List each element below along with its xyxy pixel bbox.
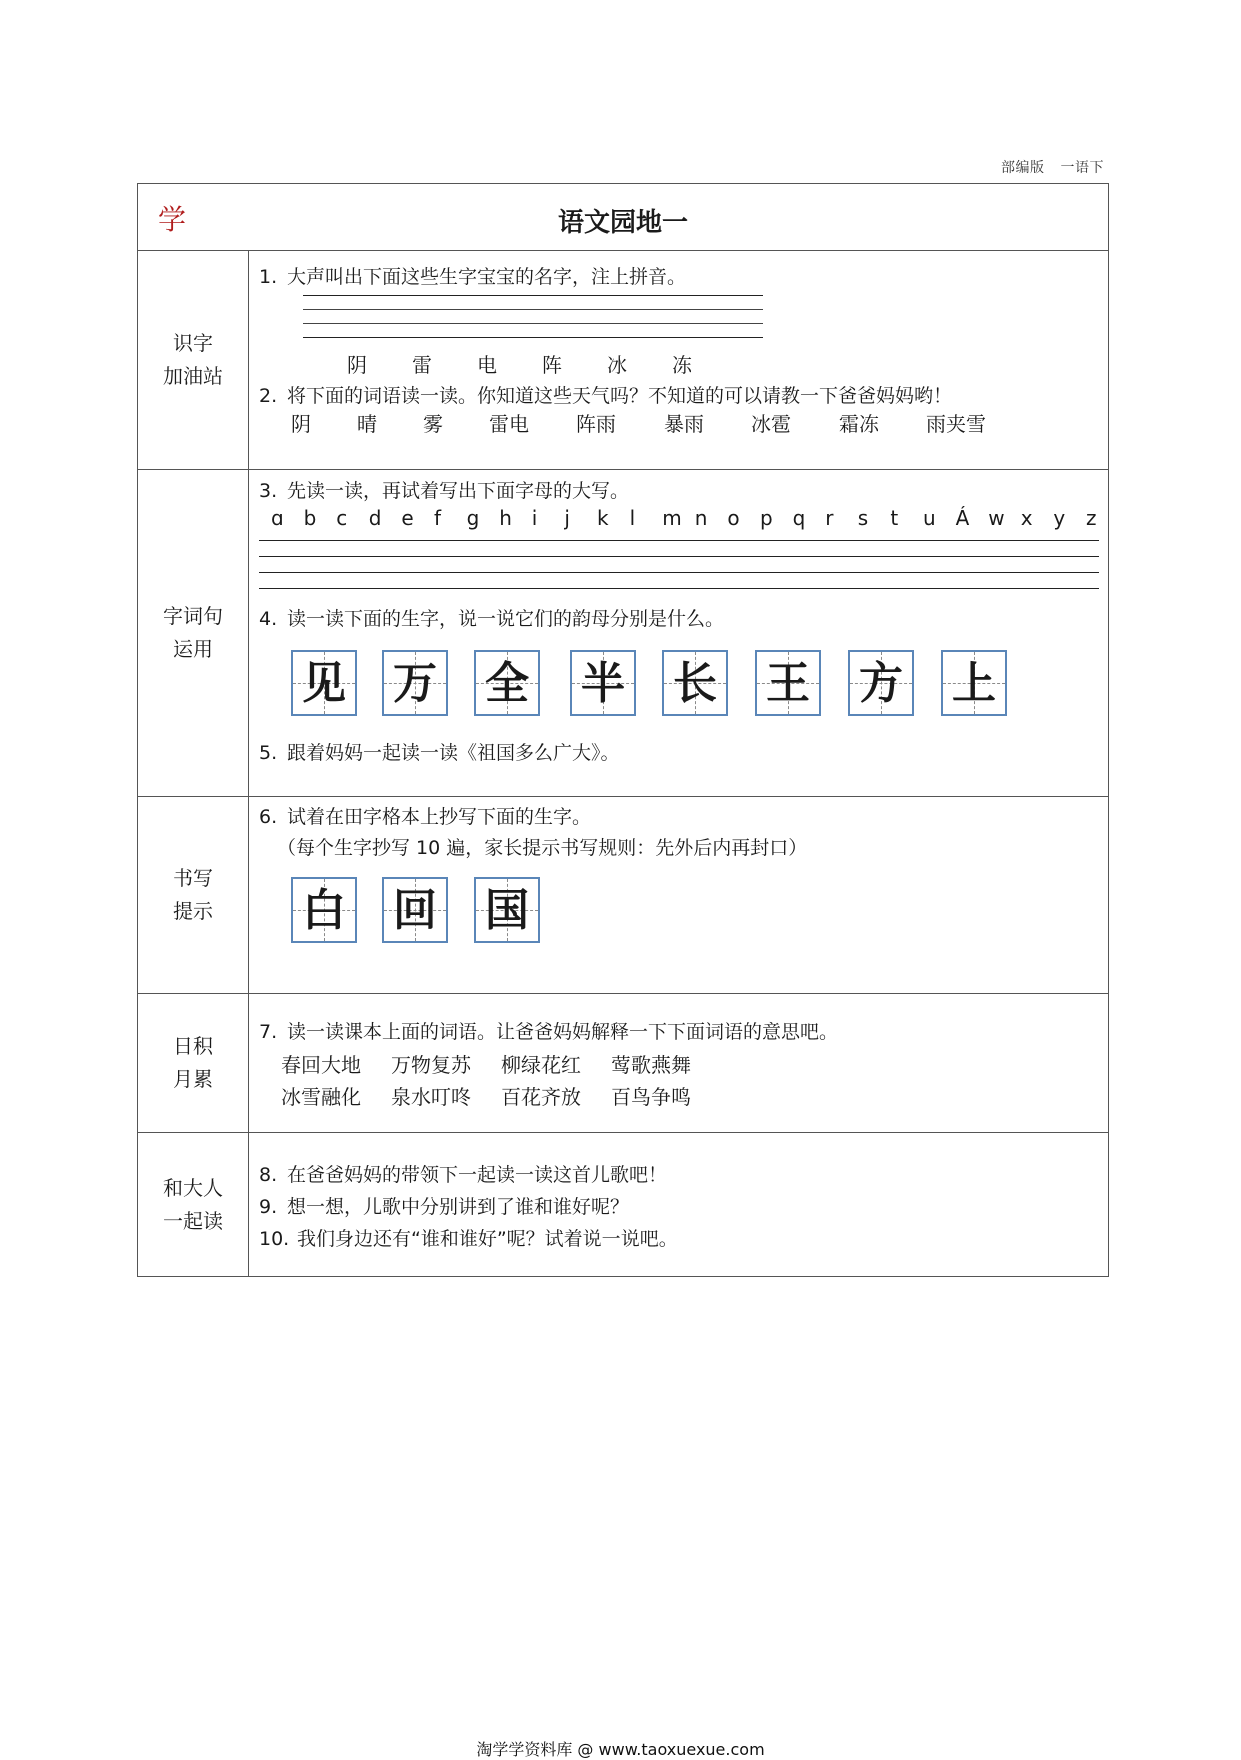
section-label: 识字 加油站 <box>138 251 249 469</box>
alphabet-letter: i <box>531 506 538 530</box>
idiom: 百鸟争鸣 <box>611 1085 691 1109</box>
char: 冰 <box>607 353 627 377</box>
section-daily-accumulation <box>138 994 1108 1133</box>
word: 冰雹 <box>751 412 791 436</box>
edition-name: 部编版 <box>1001 160 1045 176</box>
section-label: 日积 月累 <box>138 994 249 1132</box>
alphabet-letter: Á <box>955 506 970 530</box>
word: 雾 <box>423 412 443 436</box>
word: 雷电 <box>489 412 529 436</box>
idiom: 冰雪融化 <box>281 1085 361 1109</box>
question-1: 1. 大声叫出下面这些生字宝宝的名字，注上拼音。 <box>259 266 687 288</box>
idiom: 春回大地 <box>281 1053 361 1077</box>
char: 冻 <box>672 353 692 377</box>
section-word-usage <box>138 470 1108 797</box>
question-9: 9. 想一想，儿歌中分别讲到了谁和谁好呢？ <box>259 1196 630 1218</box>
char: 阵 <box>542 353 562 377</box>
word: 阵雨 <box>576 412 616 436</box>
writing-line <box>259 572 1099 573</box>
tianzige-box: 回 <box>382 877 448 943</box>
alphabet-letter: y <box>1053 506 1066 530</box>
word: 晴 <box>357 412 377 436</box>
alphabet-letter: k <box>597 506 609 530</box>
word: 雨夹雪 <box>926 412 986 436</box>
alphabet-letter: w <box>988 506 1005 530</box>
tianzige-box: 长 <box>662 650 728 716</box>
title-mark: 学 <box>158 203 187 236</box>
alphabet-letter: m <box>662 506 682 530</box>
alphabet-letter: r <box>825 506 834 530</box>
word: 阴 <box>291 412 311 436</box>
pinyin-line <box>303 295 763 296</box>
title-row <box>138 184 1108 251</box>
alphabet-letter: s <box>857 506 869 530</box>
word: 霜冻 <box>839 412 879 436</box>
tianzige-box: 方 <box>848 650 914 716</box>
section-label: 和大人 一起读 <box>138 1133 249 1276</box>
char: 雷 <box>412 353 432 377</box>
section-writing-tips <box>138 797 1108 994</box>
alphabet-letter: h <box>499 506 512 530</box>
tianzige-box: 白 <box>291 877 357 943</box>
alphabet-letter: q <box>792 506 806 530</box>
question-6: 6. 试着在田字格本上抄写下面的生字。 <box>259 806 592 828</box>
tianzige-box: 全 <box>474 650 540 716</box>
writing-line <box>259 540 1099 541</box>
footer-source: 淘学学资料库 @ www.taoxuexue.com <box>476 1740 765 1759</box>
alphabet-letter: p <box>760 506 773 530</box>
section-content <box>249 251 1108 469</box>
tianzige-box: 王 <box>755 650 821 716</box>
tianzige-box: 国 <box>474 877 540 943</box>
tianzige-box: 见 <box>291 650 357 716</box>
section-content <box>249 1133 1108 1276</box>
alphabet-letter: d <box>368 506 382 530</box>
question-10: 10. 我们身边还有“谁和谁好”呢？试着说一说吧。 <box>259 1228 678 1250</box>
section-read-together <box>138 1133 1108 1276</box>
alphabet-letter: n <box>694 506 708 530</box>
alphabet-letter: z <box>1086 506 1097 530</box>
section-label: 字词句 运用 <box>138 470 249 796</box>
idiom: 泉水叮咚 <box>391 1085 471 1109</box>
alphabet-letter: f <box>434 506 442 530</box>
section-content <box>249 994 1108 1132</box>
question-8: 8. 在爸爸妈妈的带领下一起读一读这首儿歌吧！ <box>259 1164 668 1186</box>
question-7: 7. 读一读课本上面的词语。让爸爸妈妈解释一下下面词语的意思吧。 <box>259 1021 839 1043</box>
section-literacy <box>138 251 1108 470</box>
alphabet-letter: b <box>303 506 317 530</box>
tianzige-box: 万 <box>382 650 448 716</box>
writing-line <box>259 588 1099 589</box>
pinyin-line <box>303 337 763 338</box>
question-3: 3. 先读一读，再试着写出下面字母的大写。 <box>259 480 630 502</box>
pinyin-line <box>303 323 763 324</box>
alphabet-letter: x <box>1020 506 1033 530</box>
alphabet-letter: t <box>890 506 899 530</box>
alphabet-letter: o <box>727 506 740 530</box>
alphabet-letter: g <box>466 506 480 530</box>
edition-label <box>1001 157 1104 177</box>
question-5: 5. 跟着妈妈一起读一读《祖国多么广大》。 <box>259 742 620 764</box>
tianzige-box: 半 <box>570 650 636 716</box>
idiom: 柳绿花红 <box>501 1053 581 1077</box>
idiom: 百花齐放 <box>501 1085 581 1109</box>
word: 暴雨 <box>664 412 704 436</box>
alphabet-letter: e <box>401 506 414 530</box>
alphabet-letter: u <box>923 506 936 530</box>
alphabet-letter: j <box>564 506 570 530</box>
char: 电 <box>477 353 497 377</box>
section-label: 书写 提示 <box>138 797 249 993</box>
worksheet-table <box>137 183 1109 1277</box>
alphabet-letter: c <box>336 506 348 530</box>
pinyin-line <box>303 309 763 310</box>
char: 阴 <box>347 353 367 377</box>
tianzige-box: 上 <box>941 650 1007 716</box>
writing-line <box>259 556 1099 557</box>
page-title: 语文园地一 <box>557 208 688 238</box>
idiom: 万物复苏 <box>391 1053 471 1077</box>
question-6-note: （每个生字抄写 10 遍，家长提示书写规则：先外后内再封口） <box>277 837 808 859</box>
grade-name: 一语下 <box>1060 160 1104 176</box>
alphabet-letter: l <box>629 506 636 530</box>
question-2: 2. 将下面的词语读一读。你知道这些天气吗？不知道的可以请教一下爸爸妈妈哟！ <box>259 385 953 407</box>
section-content <box>249 797 1108 993</box>
idiom: 莺歌燕舞 <box>611 1053 691 1077</box>
question-4: 4. 读一读下面的生字，说一说它们的韵母分别是什么。 <box>259 608 725 630</box>
alphabet-row <box>249 506 1109 534</box>
alphabet-letter: ɑ <box>271 506 284 530</box>
section-content <box>249 470 1108 796</box>
